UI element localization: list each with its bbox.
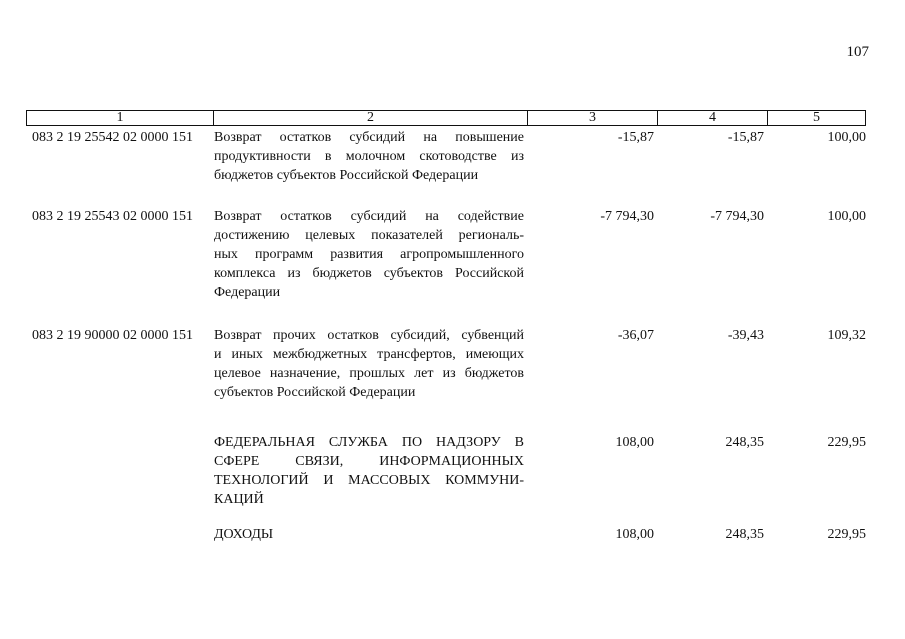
description-line: ДОХОДЫ [214, 527, 274, 542]
value-col3: -36,07 [617, 328, 654, 343]
value-col4: -39,43 [727, 328, 764, 343]
value-col3: 108,00 [615, 527, 654, 542]
description-line: и иных межбюджетных трансфертов, имеющих [214, 347, 524, 362]
row-description [214, 128, 524, 185]
description-line: Возврат прочих остатков субсидий, субвенций [214, 328, 524, 343]
value-col5: 100,00 [827, 209, 866, 224]
row-description [214, 525, 524, 544]
value-col5: 100,00 [827, 130, 866, 145]
row-description [214, 207, 524, 302]
row-description [214, 433, 524, 509]
description-line: ных программ развития агропромышленного [214, 247, 524, 262]
description-line: Возврат остатков субсидий на содействие [214, 209, 524, 224]
description-line: достижению целевых показателей региональ- [214, 228, 524, 243]
value-col3: -15,87 [617, 130, 654, 145]
description-line: комплекса из бюджетов субъектов Российской [214, 266, 524, 281]
page-number: 107 [846, 44, 869, 60]
value-col4: -15,87 [727, 130, 764, 145]
description-line: продуктивности в молочном скотоводстве из [214, 149, 524, 164]
description-line: ФЕДЕРАЛЬНАЯ СЛУЖБА ПО НАДЗОРУ В [214, 435, 524, 450]
value-col5: 229,95 [827, 527, 866, 542]
description-line: Возврат остатков субсидий на повышение [214, 130, 524, 145]
budget-code: 083 2 19 90000 02 0000 151 [32, 328, 193, 343]
header-cell-4: 4 [657, 111, 767, 125]
header-cell-3: 3 [527, 111, 657, 125]
description-line: целевое назначение, прошлых лет из бюджетов [214, 366, 524, 381]
description-line: СФЕРЕ СВЯЗИ, ИНФОРМАЦИОННЫХ [214, 454, 524, 469]
value-col4: 248,35 [725, 435, 764, 450]
header-cell-2: 2 [213, 111, 527, 125]
header-cell-5: 5 [767, 111, 865, 125]
table-header-row [26, 110, 866, 126]
description-line: субъектов Российской Федерации [214, 385, 416, 400]
value-col5: 229,95 [827, 435, 866, 450]
budget-code: 083 2 19 25543 02 0000 151 [32, 209, 193, 224]
description-line: КАЦИЙ [214, 492, 264, 507]
row-description [214, 326, 524, 402]
budget-code: 083 2 19 25542 02 0000 151 [32, 130, 193, 145]
value-col3: 108,00 [615, 435, 654, 450]
description-line: ТЕХНОЛОГИЙ И МАССОВЫХ КОММУНИ- [214, 473, 524, 488]
value-col3: -7 794,30 [600, 209, 654, 224]
header-cell-1: 1 [116, 110, 124, 125]
value-col5: 109,32 [827, 328, 866, 343]
description-line: бюджетов субъектов Российской Федерации [214, 168, 479, 183]
description-line: Федерации [214, 285, 281, 300]
value-col4: 248,35 [725, 527, 764, 542]
value-col4: -7 794,30 [710, 209, 764, 224]
